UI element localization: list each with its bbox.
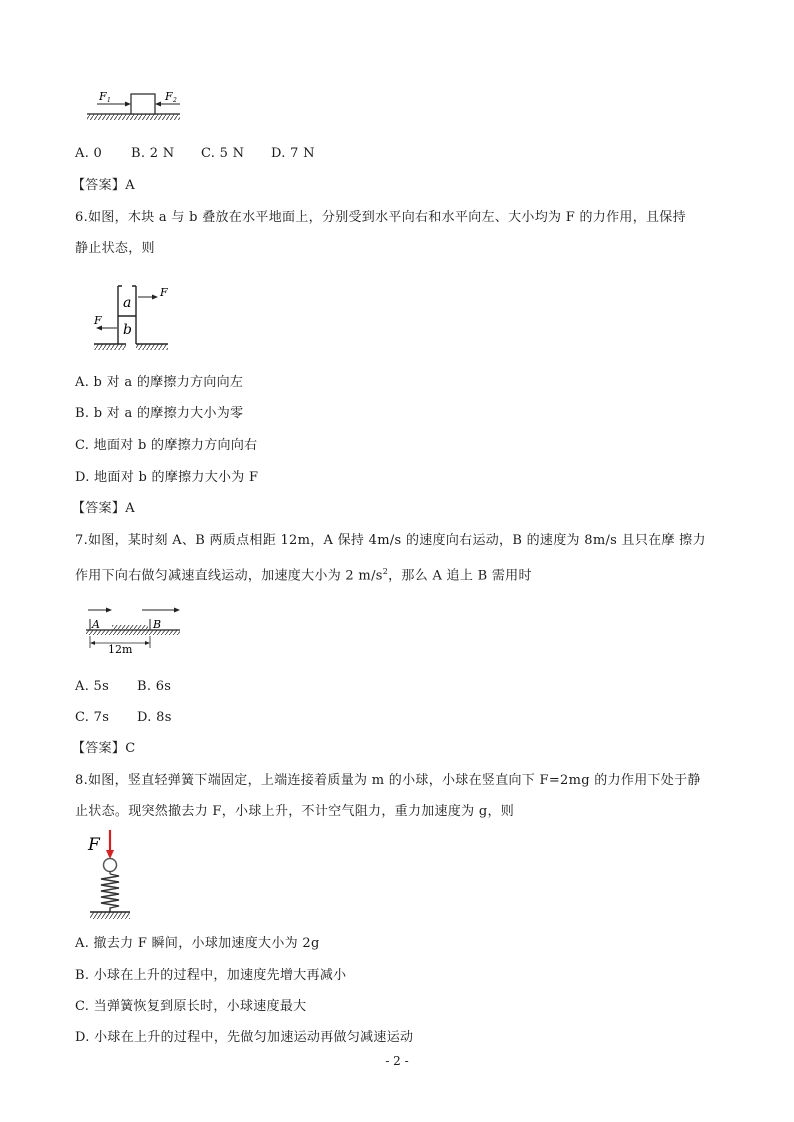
q7-stem-line1: 7.如图，某时刻 A、B 两质点相距 12m，A 保持 4m/s 的速度向右运动，B 的速度为 8m/s 且只在摩 擦力 — [75, 533, 706, 548]
q7-option-c: C. 7s — [75, 710, 110, 725]
q8-stem-line2: 止状态。现突然撤去力 F，小球上升，不计空气阻力，重力加速度为 g，则 — [75, 804, 515, 819]
point-b-label: B — [153, 618, 162, 631]
q7-stem-line2-sup: 2 — [382, 567, 389, 576]
f2-label: F — [165, 90, 173, 103]
block-a-label: a — [123, 295, 132, 311]
q6-stem-line2: 静止状态，则 — [75, 241, 155, 256]
q7-option-a: A. 5s — [75, 679, 110, 694]
q7-option-d: D. 8s — [137, 710, 172, 725]
q7-stem-line2-b: ，那么 A 追上 B 需用时 — [388, 568, 532, 584]
q7-answer: 【答案】C — [72, 741, 136, 756]
q7-stem-line2-a: 作用下向右做匀减速直线运动，加速度大小为 2 m/s — [75, 568, 383, 584]
q5-figure — [85, 86, 185, 126]
q8-stem-line1: 8.如图，竖直轻弹簧下端固定，上端连接着质量为 m 的小球，小球在竖直向下 F=2mg 的力作用下处于静 — [75, 773, 701, 788]
force-right-label: F — [160, 286, 168, 299]
q6-stem-line1: 6.如图，木块 a 与 b 叠放在水平地面上，分别受到水平向右和水平向左、大小均为 F 的力作用，且保持 — [75, 210, 686, 225]
f1-subscript: 1 — [107, 97, 111, 104]
page-number: - 2 - — [385, 1054, 409, 1068]
q6-option-a: A. b 对 a 的摩擦力方向向左 — [75, 375, 244, 390]
force-left-label: F — [94, 314, 102, 327]
q5-answer: 【答案】A — [72, 178, 135, 193]
block-b-label: b — [123, 322, 132, 338]
force-f-label: F — [88, 835, 100, 855]
q5-option-a: A. 0 — [75, 146, 103, 161]
q7-options-row1 — [75, 678, 171, 696]
q8-figure — [86, 828, 146, 924]
point-a-label: A — [92, 618, 100, 631]
f1-label: F — [99, 90, 107, 103]
q6-figure — [88, 282, 188, 356]
q8-option-c: C. 当弹簧恢复到原长时，小球速度最大 — [75, 999, 307, 1014]
q7-options-row2 — [75, 709, 172, 727]
q7-option-b: B. 6s — [137, 679, 172, 694]
f2-subscript: 2 — [173, 97, 177, 104]
q6-option-c: C. 地面对 b 的摩擦力方向向右 — [75, 438, 258, 453]
q8-option-b: B. 小球在上升的过程中，加速度先增大再减小 — [75, 968, 347, 983]
q8-option-a: A. 撤去力 F 瞬间，小球加速度大小为 2g — [75, 936, 320, 951]
q5-option-b: B. 2 N — [131, 146, 175, 161]
q6-option-d: D. 地面对 b 的摩擦力大小为 F — [75, 470, 259, 485]
q5-options — [75, 145, 315, 163]
q8-option-d: D. 小球在上升的过程中，先做匀加速运动再做匀减速运动 — [75, 1030, 414, 1045]
q5-option-c: C. 5 N — [201, 146, 245, 161]
q7-stem-line2 — [75, 563, 532, 585]
distance-label: 12m — [108, 643, 133, 656]
q6-answer: 【答案】A — [72, 501, 135, 516]
q6-option-b: B. b 对 a 的摩擦力大小为零 — [75, 406, 244, 421]
q7-figure — [82, 604, 192, 656]
q5-option-d: D. 7 N — [271, 146, 315, 161]
